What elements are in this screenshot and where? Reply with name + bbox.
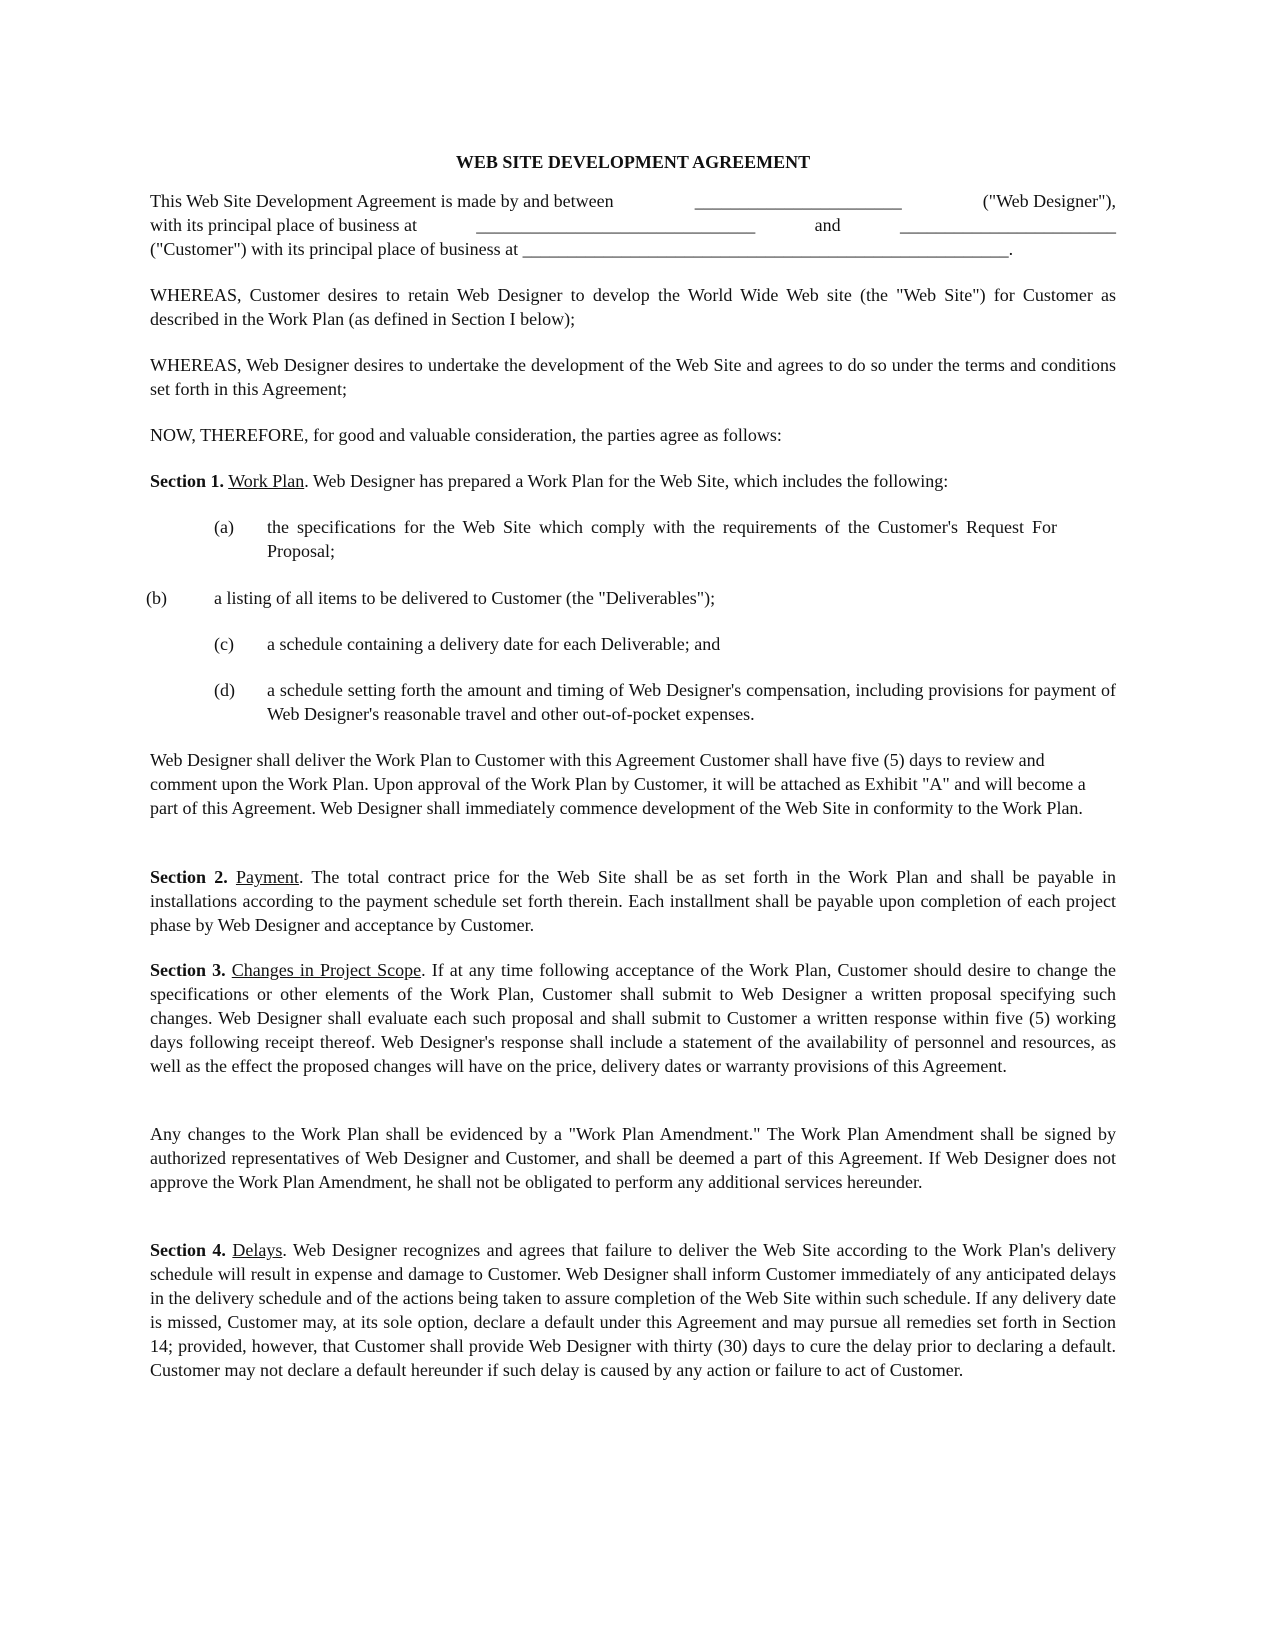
customer-address-blank: ______________________________________________________. — [522, 239, 1014, 259]
list-item-label: (b) — [146, 588, 167, 608]
section-3-number: Section 3. — [150, 960, 226, 980]
web-designer-name-blank: _______________________ — [694, 191, 902, 211]
section-1-intro-text: . Web Designer has prepared a Work Plan for the Web Site, which includes the following: — [304, 471, 949, 491]
list-item — [0, 678, 1275, 726]
preamble-line-2 — [150, 213, 1116, 237]
list-item-text: the specifications for the Web Site which comply with the requirements of the Customer's Request For Proposal; — [267, 517, 1057, 561]
list-item-text: a schedule setting forth the amount and timing of Web Designer's compensation, including provisions for payment of Web Designer's reasonable travel and other out-of-pocket expenses. — [267, 680, 1116, 724]
section-3-heading: Changes in Project Scope — [231, 960, 422, 980]
whereas-clause-2: WHEREAS, Web Designer desires to undertake the development of the Web Site and agrees to do so under the terms and conditions set forth in this Agreement; — [150, 355, 1116, 399]
list-item-label: (c) — [214, 634, 234, 654]
section-4-number: Section 4. — [150, 1240, 226, 1260]
preamble-text: ("Customer") with its principal place of business at — [150, 239, 519, 259]
section-1-closing: Web Designer shall deliver the Work Plan to Customer with this Agreement Customer shall have five (5) days to review and comment upon the Work Plan. Upon approval of the Work Plan by Customer, it will be attached as Exhibit "A" and will become a part of this Agreement. Web Designer shall immediately commence development of the Web Site in conformity to the Work Plan. — [150, 750, 1086, 818]
section-2 — [150, 865, 1116, 937]
customer-name-blank: ________________________ — [899, 215, 1116, 235]
now-therefore-clause: NOW, THEREFORE, for good and valuable consideration, the parties agree as follows: — [150, 425, 782, 445]
section-3-paragraph-2: Any changes to the Work Plan shall be evidenced by a "Work Plan Amendment." The Work Plan Amendment shall be signed by authorized representatives of Web Designer and Customer, and shall be deemed a part of this Agreement. If Web Designer does not approve the Work Plan Amendment, he shall not be obligated to perform any additional services hereunder. — [150, 1124, 1116, 1192]
list-item — [0, 586, 1275, 610]
preamble-line-3 — [150, 237, 1116, 261]
section-4 — [150, 1238, 1116, 1382]
section-2-number: Section 2. — [150, 867, 228, 887]
section-1-heading: Work Plan — [228, 471, 305, 491]
list-item-text: a schedule containing a delivery date for each Deliverable; and — [267, 634, 721, 654]
list-item — [0, 515, 1275, 563]
preamble-text: This Web Site Development Agreement is made by and between — [150, 191, 614, 211]
section-1-intro — [150, 469, 1116, 493]
whereas-clause-1: WHEREAS, Customer desires to retain Web Designer to develop the World Wide Web site (the "Web Site") for Customer as described in the Work Plan (as defined in Section I below); — [150, 285, 1116, 329]
list-item-text: a listing of all items to be delivered to Customer (the "Deliverables"); — [214, 588, 716, 608]
preamble — [150, 189, 1116, 261]
preamble-text: with its principal place of business at — [150, 215, 417, 235]
preamble-line-1 — [150, 189, 1116, 213]
section-2-body: . The total contract price for the Web Site shall be as set forth in the Work Plan and shall be payable in installations according to the payment schedule set forth therein. Each installment shall be payable upon completion of each project phase by Web Designer and acceptance by Customer. — [150, 867, 1117, 935]
web-designer-address-blank: _______________________________ — [476, 215, 756, 235]
section-3 — [150, 958, 1116, 1078]
list-item — [0, 632, 1275, 656]
section-4-heading: Delays — [232, 1240, 283, 1260]
list-item-label: (a) — [214, 517, 234, 537]
preamble-text: ("Web Designer"), — [982, 191, 1116, 211]
preamble-text: and — [814, 215, 841, 235]
document-title: WEB SITE DEVELOPMENT AGREEMENT — [455, 152, 811, 172]
section-4-body: . Web Designer recognizes and agrees that failure to deliver the Web Site according to the Work Plan's delivery schedule will result in expense and damage to Customer. Web Designer shall inform Customer immediately of any anticipated delays in the delivery schedule and of the actions being taken to assure completion of the Web Site within such schedule. If any delivery date is missed, Customer may, at its sole option, declare a default under this Agreement and may pursue all remedies set forth in Section 14; provided, however, that Customer shall provide Web Designer with thirty (30) days to cure the delay prior to declaring a default. Customer may not declare a default hereunder if such delay is caused by any action or failure to act of Customer. — [150, 1240, 1117, 1380]
section-2-heading: Payment — [235, 867, 299, 887]
section-1-number: Section 1. — [150, 471, 224, 491]
list-item-label: (d) — [214, 680, 235, 700]
section-3-body: . If at any time following acceptance of the Work Plan, Customer should desire to change the specifications or other elements of the Work Plan, Customer shall submit to Web Designer a written proposal specifying such changes. Web Designer shall evaluate each such proposal and shall submit to Customer a written response within five (5) working days following receipt thereof. Web Designer's response shall include a statement of the availability of personnel and resources, as well as the effect the proposed changes will have on the price, delivery dates or warranty provisions of this Agreement. — [150, 960, 1117, 1076]
